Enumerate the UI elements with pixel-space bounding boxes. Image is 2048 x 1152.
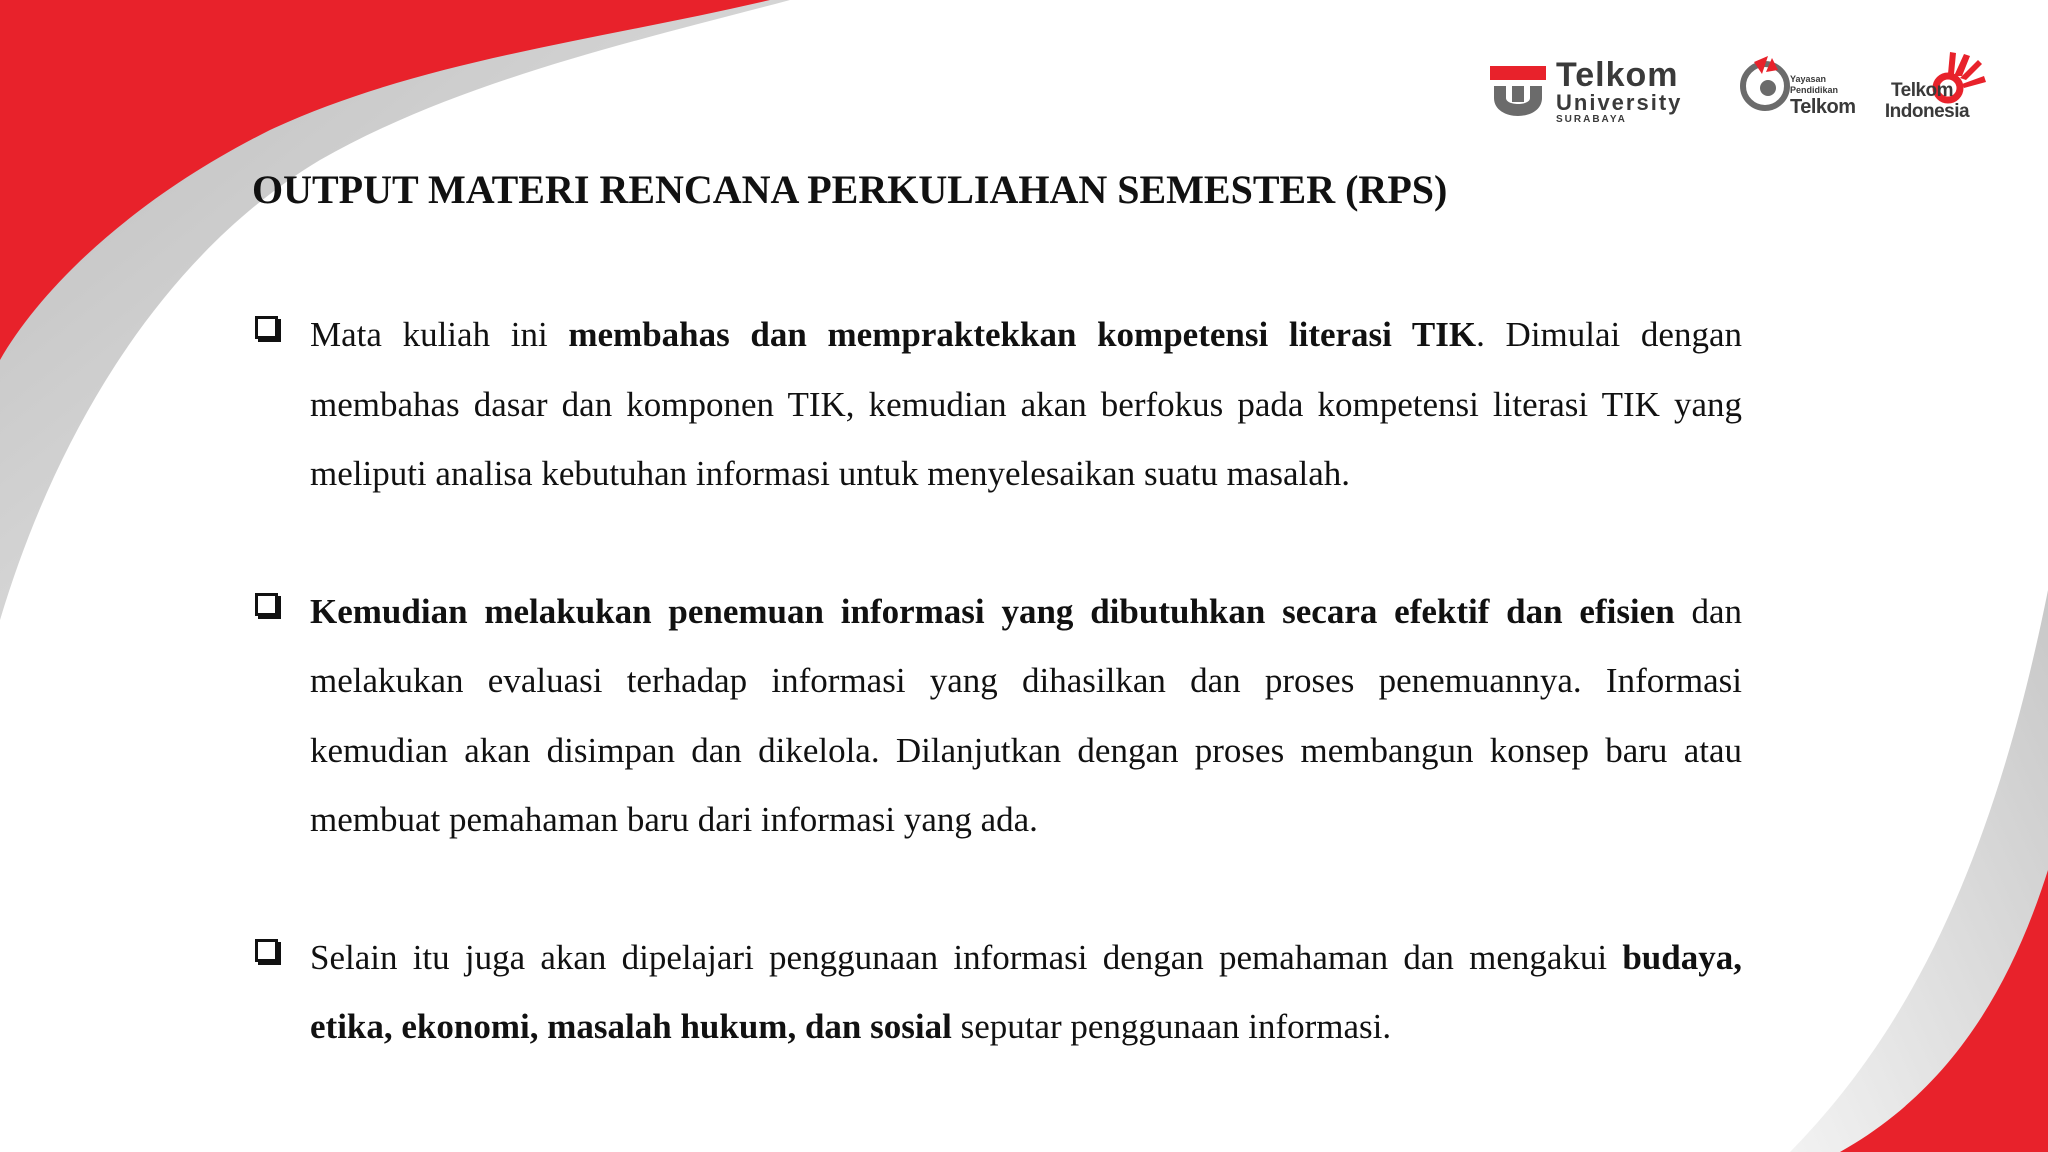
bullet-2-part-2: dan melakukan evaluasi terhadap informasi yang dihasilkan dan proses penemuannya. Informasi kemudian akan disimpan dan dikelola. Dilanjutkan dengan proses membangun konsep baru atau membuat pemahaman baru dari informasi yang ada. [310,591,1743,839]
bullet-3-part-2: budaya, etika, ekonomi, masalah hukum, dan sosial [310,937,1742,1046]
telkom-university-wordmark [1556,58,1682,126]
slide-title: OUTPUT MATERI RENCANA PERKULIAHAN SEMESTER (RPS) [252,167,1448,212]
bullet-item-2 [252,577,1742,855]
ypt-line3: Telkom [1790,96,1856,118]
bullet-2-part-1: Kemudian melakukan penemuan informasi yang dibutuhkan secara efektif dan efisien [310,591,1675,631]
telkom-university-name: Telkom [1556,56,1679,94]
ypt-wordmark [1790,74,1856,118]
bullet-3-part-1: Selain itu juga akan dipelajari penggunaan informasi dengan pemahaman dan mengakui [310,937,1623,977]
bullet-3-part-3: seputar penggunaan informasi. [951,1007,1392,1046]
checkbox-outline-icon [255,316,278,339]
telkom-university-mark-icon [1490,64,1546,120]
bullet-item-3 [252,923,1742,1062]
bullet-text-1 [310,300,1742,509]
telkom-university-city: SURABAYA [1556,114,1627,125]
telkom-indonesia-line1: Telkom [1890,80,1954,101]
bullet-text-2 [310,577,1742,855]
checkbox-outline-icon [255,593,278,616]
telkom-indonesia-wordmark [1866,80,1978,122]
bullet-1-part-3: . Dimulai dengan membahas dasar dan komponen TIK, kemudian akan berfokus pada kompetensi literasi TIK yang meliputi analisa kebutuhan informasi untuk menyelesaikan suatu masalah. [310,315,1742,493]
telkom-indonesia-logo [1866,50,2006,130]
bullet-item-1 [252,300,1742,509]
checkbox-outline-icon [255,939,278,962]
telkom-indonesia-line2: Indonesia [1884,101,1970,122]
bullet-1-part-2: membahas dan mempraktekkan kompetensi literasi TIK [568,315,1477,354]
logo-bar [1490,50,2010,140]
bullet-text-3 [310,923,1742,1062]
telkom-university-sub: University [1556,90,1683,115]
bullet-list [252,300,1742,1062]
ypt-line1: Yayasan [1790,74,1827,84]
ypt-mark-icon [1738,54,1794,114]
telkom-university-logo [1490,58,1720,128]
ypt-logo [1738,54,1868,130]
ypt-line2: Pendidikan [1790,85,1839,95]
bullet-1-part-1: Mata kuliah ini [310,315,569,354]
